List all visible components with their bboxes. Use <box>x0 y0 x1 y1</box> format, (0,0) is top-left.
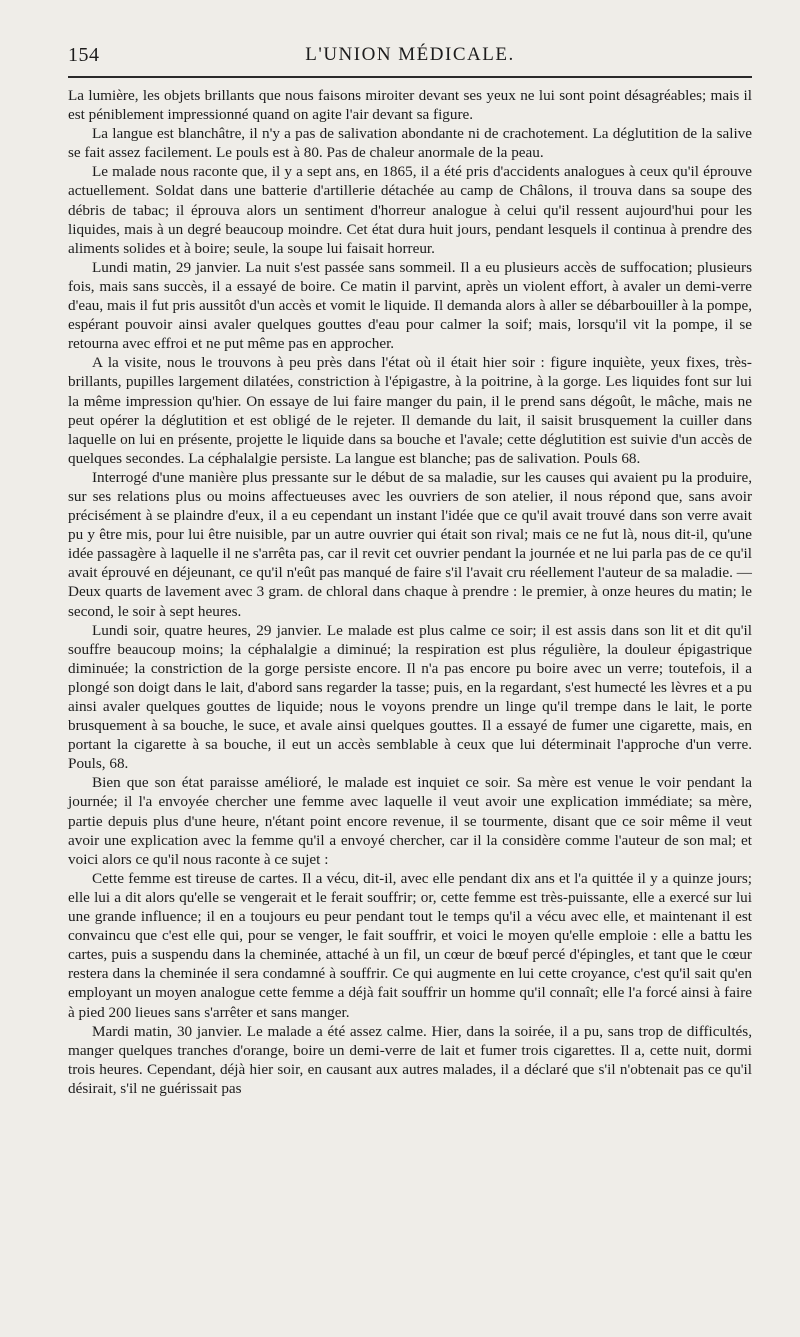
paragraph: Cette femme est tireuse de cartes. Il a vécu, dit-il, avec elle pendant dix ans et l'a quittée il y a quinze jours; elle lui a dit alors qu'elle se vengerait et le ferait souffrir; or, cette femme est très-puissante, elle a exercé sur lui une grande influence; il en a toujours eu peur pendant tout le temps qu'il a vécu avec elle, et maintenant il est convaincu que c'est elle qui, pour se venger, le fait souffrir, et voici le moyen qu'elle emploie : elle a battu les cartes, puis a suspendu dans la cheminée, attaché à un fil, un cœur de bœuf percé d'épingles, et tant que le cœur restera dans la cheminée il sera condamné à souffrir. Ce qui augmente en lui cette croyance, c'est qu'il sait qu'en employant un moyen analogue cette femme a déjà fait souffrir un homme qu'il connaît; elle l'a forcé ainsi à faire à pied 200 lieues sans s'arrêter et sans manger. <box>68 869 752 1021</box>
paragraph: Lundi soir, quatre heures, 29 janvier. Le malade est plus calme ce soir; il est assis dans son lit et dit qu'il souffre beaucoup moins; la céphalalgie a diminué; la respiration est plus régulière, la douleur épigastrique diminuée; la constriction de la gorge persiste encore. Il n'a pas encore pu boire avec un verre; toutefois, il a plongé son doigt dans le lait, d'abord sans regarder la tasse; puis, en la regardant, s'est humecté les lèvres et a pu ainsi avaler quelques gouttes de liquide; nous le voyons prendre un linge qu'il trempe dans le lait, le porte brusquement à sa bouche, le suce, et avale ainsi quelques gouttes. Il a essayé de fumer une cigarette, mais, en portant la cigarette à sa bouche, il eut un accès semblable à ceux que lui déterminait l'approche d'un verre. Pouls, 68. <box>68 621 752 773</box>
page-number: 154 <box>68 44 100 66</box>
header-rule <box>68 76 752 78</box>
page-header <box>68 44 752 68</box>
paragraph: Bien que son état paraisse amélioré, le malade est inquiet ce soir. Sa mère est venue le voir pendant la journée; il l'a envoyée chercher une femme avec laquelle il veut avoir une explication immédiate; sa mère, partie depuis plus d'une heure, n'étant point encore revenue, il se tourmente, disant que ce soir même il veut avoir une explication avec la femme qu'il a envoyé chercher, car il la considère comme l'auteur de son mal; et voici alors ce qu'il nous raconte à ce sujet : <box>68 774 752 868</box>
paragraph: A la visite, nous le trouvons à peu près dans l'état où il était hier soir : figure inquiète, yeux fixes, très-brillants, pupilles largement dilatées, constriction à l'épigastre, à la poitrine, à la gorge. Les liquides font sur lui la même impression qu'hier. On essaye de lui faire manger du pain, il le prend sans dégoût, le mâche, mais ne peut opérer la déglutition et est obligé de le rejeter. Il demande du lait, il saisit brusquement la cuiller dans laquelle on lui en présente, projette le liquide dans sa bouche et l'avale; cette déglutition est suivie d'un accès de quelques secondes. La céphalalgie persiste. La langue est blanche; pas de salivation. Pouls 68. <box>68 354 752 467</box>
article-body <box>68 86 752 1098</box>
paragraph: Lundi matin, 29 janvier. La nuit s'est passée sans sommeil. Il a eu plusieurs accès de suffocation; plusieurs fois, mais sans succès, il a essayé de boire. Ce matin il parvint, après un violent effort, à avaler un demi-verre d'eau, mais il fut pris aussitôt d'un accès et vomit le liquide. Il demanda alors à aller se débarbouiller à la pompe, espérant pouvoir ainsi avaler quelques gouttes d'eau pour calmer la soif; mais, lorsqu'il vit la pompe, il se retourna avec effroi et ne put même pas en approcher. <box>68 258 752 353</box>
paragraph: Interrogé d'une manière plus pressante sur le début de sa maladie, sur les causes qui avaient pu la produire, sur ses relations plus ou moins affectueuses avec les ouvriers de son atelier, il nous répond que, sans avoir précisément à se plaindre d'eux, il a eu cependant un instant l'idée que ce qu'il avait trouvé dans son verre avait pu y être mis, pour lui être nuisible, par un autre ouvrier qui était son rival; mais ce ne fut là, nous dit-il, qu'une idée passagère à laquelle il ne s'arrêta pas, car il revit cet ouvrier pendant la journée et ne lui parla pas de ce qu'il avait éprouvé en déjeunant, ce qu'il n'eût pas manqué de faire s'il l'avait cru réellement l'auteur de sa maladie. — Deux quarts de lavement avec 3 gram. de chloral dans chaque à prendre : le premier, à onze heures du matin; le second, le soir à sept heures. <box>68 468 752 620</box>
paragraph: La langue est blanchâtre, il n'y a pas de salivation abondante ni de crachotement. La déglutition de la salive se fait assez facilement. Le pouls est à 80. Pas de chaleur anormale de la peau. <box>68 125 752 162</box>
paragraph: Le malade nous raconte que, il y a sept ans, en 1865, il a été pris d'accidents analogues à ceux qu'il éprouve actuellement. Soldat dans une batterie d'artillerie détachée au camp de Châlons, il trouva dans sa soupe des débris de tabac; il éprouva alors un sentiment d'horreur analogue à celui qu'il ressent aujourd'hui pour les liquides, mais à un degré beaucoup moindre. Cet état dura huit jours, pendant lesquels il continua à prendre des aliments solides et à boire; seule, la soupe lui faisait horreur. <box>68 163 752 257</box>
paragraph: La lumière, les objets brillants que nous faisons miroiter devant ses yeux ne lui sont point désagréables; mais il est péniblement impressionné quand on agite l'air devant sa figure. <box>68 87 752 124</box>
running-head: L'UNION MÉDICALE. <box>305 44 515 65</box>
paragraph: Mardi matin, 30 janvier. Le malade a été assez calme. Hier, dans la soirée, il a pu, sans trop de difficultés, manger quelques tranches d'orange, boire un demi-verre de lait et fumer trois cigarettes. Il a, cette nuit, dormi trois heures. Cependant, déjà hier soir, en causant aux autres malades, il a déclaré que s'il n'obtenait pas ce qu'il désirait, s'il ne guérissait pas <box>68 1022 752 1097</box>
